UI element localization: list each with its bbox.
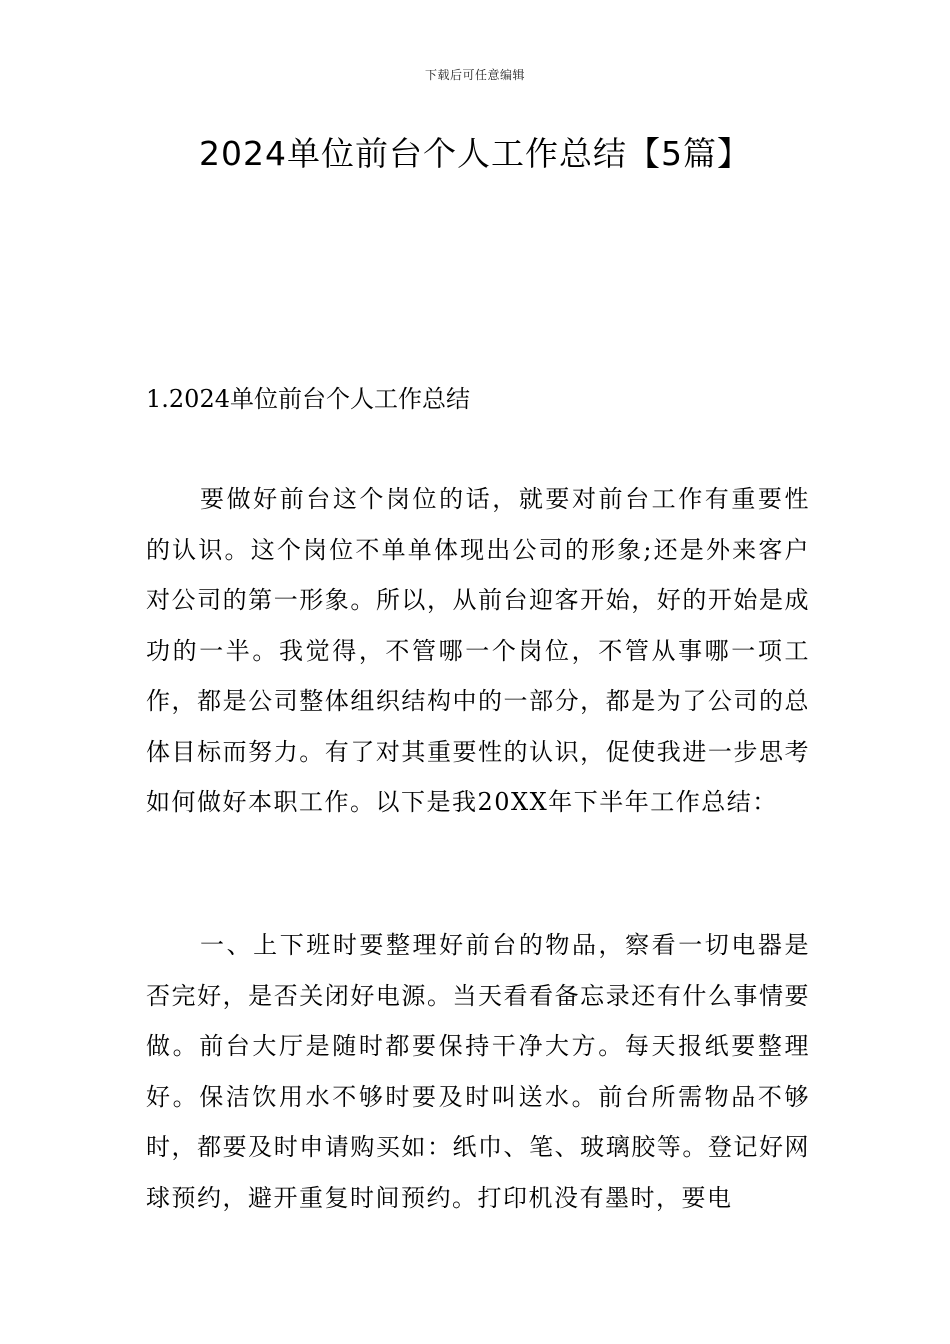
header-note: 下载后可任意编辑: [424, 68, 525, 82]
section-heading: 1.2024单位前台个人工作总结: [146, 385, 470, 413]
body-paragraph: 一、上下班时要整理好前台的物品，察看一切电器是否完好，是否关闭好电源。当天看看备忘录还有什么事情要做。前台大厅是随时都要保持干净大方。每天报纸要整理好。保洁饮用水不够时要及时叫送水。前台所需物品不够时，都要及时申请购买如：纸巾、笔、玻璃胶等。登记好网球预约，避开重复时间预约。打印机没有墨时，要电: [146, 931, 810, 1212]
document-title: 2024单位前台个人工作总结【5篇】: [199, 134, 751, 173]
body-paragraph: 要做好前台这个岗位的话，就要对前台工作有重要性的认识。这个岗位不单单体现出公司的形象;还是外来客户对公司的第一形象。所以，从前台迎客开始，好的开始是成功的一半。我觉得，不管哪一个岗位，不管从事哪一项工作，都是公司整体组织结构中的一部分，都是为了公司的总体目标而努力。有了对其重要性的认识，促使我进一步思考如何做好本职工作。以下是我20XX年下半年工作总结：: [146, 485, 810, 816]
